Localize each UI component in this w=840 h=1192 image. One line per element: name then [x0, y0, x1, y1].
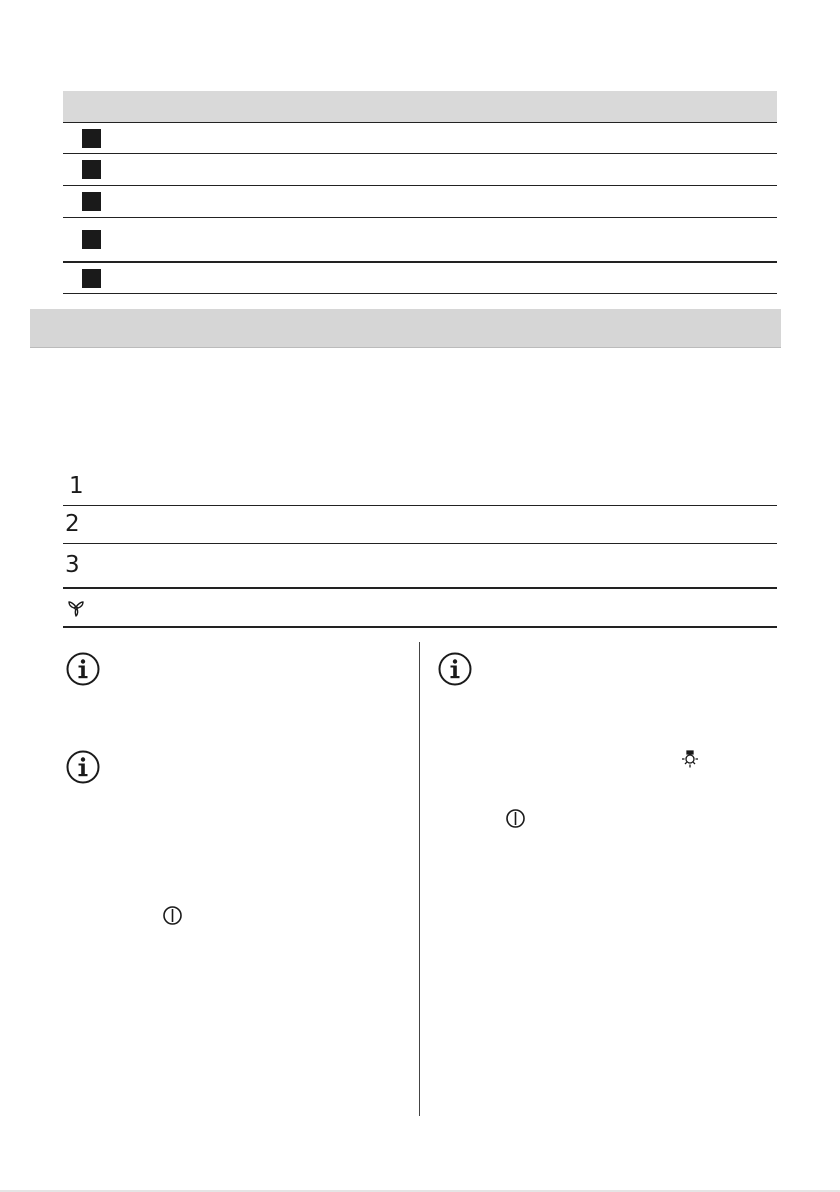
- square-marker-icon: [82, 230, 101, 249]
- table-row: [63, 123, 777, 154]
- column-divider: [419, 642, 420, 1116]
- square-marker-icon: [82, 160, 101, 179]
- speed-table: [63, 468, 777, 628]
- power-icon: [162, 905, 183, 926]
- table-row: [63, 218, 777, 263]
- component-table: [63, 91, 777, 294]
- power-icon: [505, 808, 526, 829]
- square-marker-icon: [82, 269, 101, 288]
- table-row: [63, 468, 777, 506]
- table-row: [63, 186, 777, 218]
- speed-label: 1: [69, 473, 84, 499]
- info-icon: [438, 652, 472, 686]
- table-row: [63, 589, 777, 628]
- table-row: [63, 154, 777, 186]
- fan-icon: [66, 598, 86, 618]
- speed-label: 2: [65, 511, 80, 537]
- section-banner: [30, 309, 781, 348]
- square-marker-icon: [82, 129, 101, 148]
- info-icon: [66, 652, 100, 686]
- table-header: [63, 91, 777, 123]
- table-row: [63, 263, 777, 294]
- table-row: [63, 506, 777, 544]
- table-row: [63, 544, 777, 589]
- info-icon: [66, 750, 100, 784]
- speed-label: 3: [65, 552, 80, 578]
- square-marker-icon: [82, 192, 101, 211]
- light-icon: [678, 748, 702, 770]
